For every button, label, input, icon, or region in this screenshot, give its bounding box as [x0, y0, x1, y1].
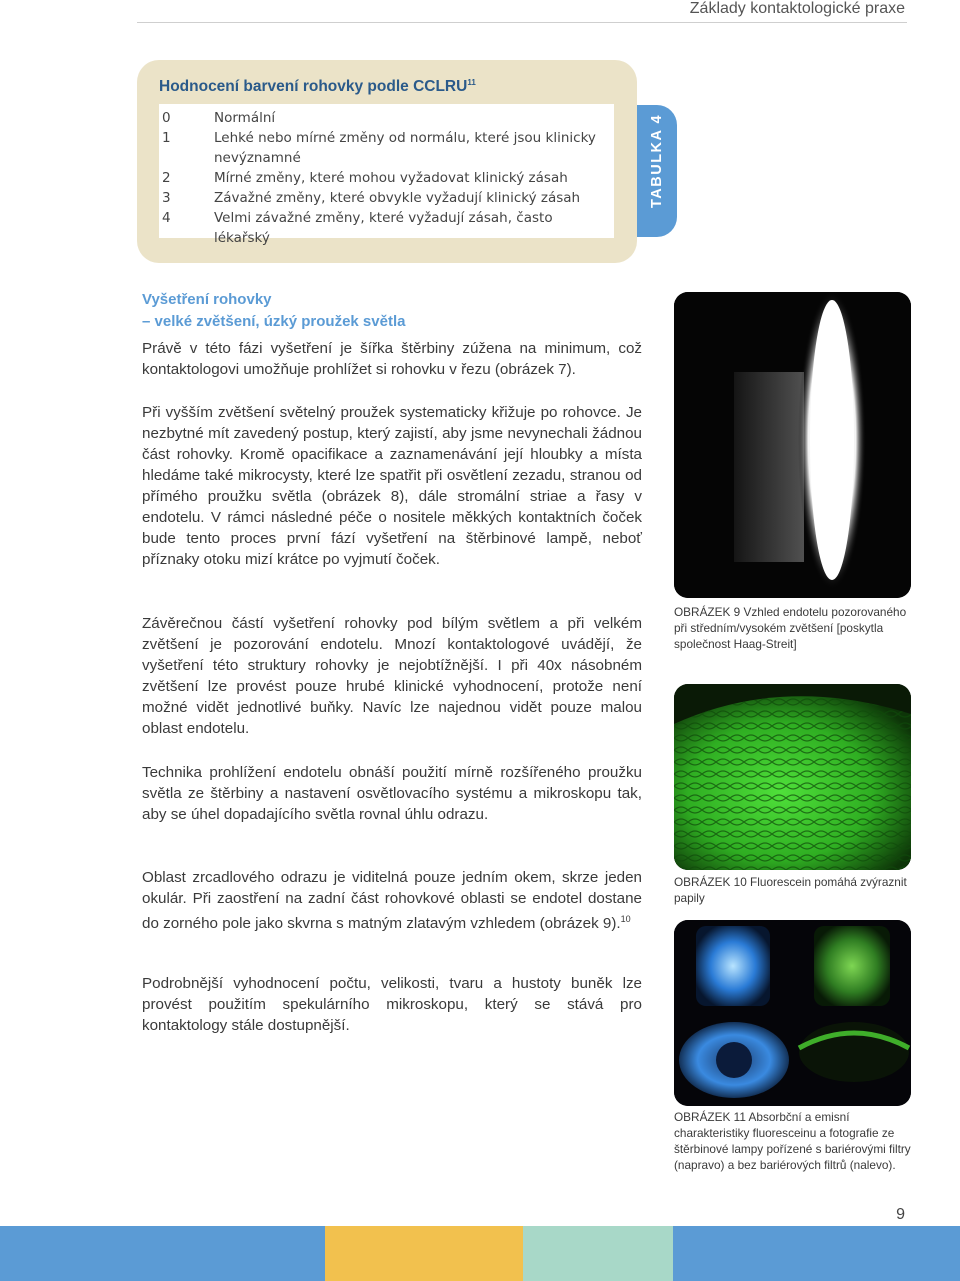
paragraph-6: Podrobnější vyhodnocení počtu, velikosti, tvaru a hustoty buněk lze provést použitím spekulárního mikroskopu, který se stává pro kontaktology stále dostupnější.	[142, 975, 642, 1034]
grade-description: Normální	[214, 110, 276, 126]
footer-band-blue	[0, 1226, 325, 1281]
figure-11-caption: OBRÁZEK 11 Absorbční a emisní charakteristiky fluoresceinu a fotografie ze štěrbinové lampy pořízené s bariérovými filtry (napravo) a bez bariérových filtrů (nalevo).	[674, 1110, 911, 1172]
paragraph-2: Při vyšším zvětšení světelný proužek systematicky křižuje po rohovce. Je nezbytné mít zavedený postup, který zajistí, aby jsme nevynechali žádnou část rohovky. Kromě opacifikace a zaznamenávání její hloubky a místa hledáme také mikrocysty, které lze spatřit při osvětlení zezadu, stranou od přímého proužku světla (obrázek 8), dále stromální striae a řasy v endotelu. V rámci následné péče o nositele měkkých kontaktních čoček bude tento proces první fází vyšetření na štěrbinové lampě, neboť příznaky otoku mizí krátce po vyjmutí čoček.	[142, 404, 642, 568]
footer-band-yellow	[325, 1226, 523, 1281]
figure-10-caption: OBRÁZEK 10 Fluorescein pomáhá zvýraznit papily	[674, 875, 907, 905]
paragraph-5: Oblast zrcadlového odrazu je viditelná pouze jedním okem, skrze jeden okulár. Při zaostření na zadní část rohovkové oblasti se endotel dostane do zorného pole jako skvrna s matným zlatavým vzhledem (obrázek 9).$^{10}$	[142, 869, 642, 933]
grade-number: 2	[162, 170, 171, 186]
table-4-box	[137, 60, 637, 263]
figure-10-image	[674, 684, 911, 870]
grade-description: Závažné změny, které obvykle vyžadují klinický zásah	[214, 190, 581, 206]
table-4-tab-label: TABULKA 4	[649, 113, 665, 208]
section-title: Vyšetření rohovky	[142, 291, 272, 308]
paragraph-1: Právě v této fázi vyšetření je šířka štěrbiny zúžena na minimum, což kontaktologovi umožňuje prohlížet si rohovku v řezu (obrázek 7).	[142, 340, 642, 378]
grade-number: 4	[162, 210, 171, 226]
grade-description: Velmi závažné změny, které vyžadují zásah, často lékařský	[214, 210, 553, 246]
grade-description: Lehké nebo mírné změny od normálu, které jsou klinicky	[214, 130, 596, 146]
grade-description: Mírné změny, které mohou vyžadovat klinický zásah	[214, 170, 568, 186]
page-number: 9	[896, 1206, 905, 1223]
footer-band-blue-right	[673, 1226, 960, 1281]
paragraph-3: Závěrečnou částí vyšetření rohovky pod bílým světlem a při velkém zvětšení je pozorování endotelu. Mnozí kontaktologové uvádějí, že vyšetření této struktury rohovky je nejobtížnější. I při 40x násobném zvětšení lze provést pouze hrubé klinické vyhodnocení, protože není možné vidět jednotlivé buňky. Navíc lze najednou vidět pouze malou oblast endotelu.	[142, 615, 642, 737]
footer-band-mint	[523, 1226, 673, 1281]
figure-9-image	[674, 292, 911, 598]
header-divider	[137, 22, 907, 23]
grade-number: 1	[162, 130, 171, 146]
figure-11-image	[674, 920, 911, 1106]
table-4-tab	[637, 105, 677, 237]
paragraph-4: Technika prohlížení endotelu obnáší použití mírně rozšířeného proužku světla ze štěrbiny a nastavení osvětlovacího systému a mikroskopu tak, aby se úhel dopadajícího světla rovnal úhlu odrazu.	[142, 764, 642, 823]
running-header: Základy kontaktologické praxe	[689, 0, 905, 17]
section-subtitle: – velké zvětšení, úzký proužek světla	[142, 313, 406, 330]
table-4-title: Hodnocení barvení rohovky podle CCLRU$^{11}$	[159, 78, 476, 96]
table-4-body	[159, 104, 614, 246]
grade-number: 3	[162, 190, 171, 206]
grade-description: nevýznamné	[214, 150, 301, 166]
figure-9-caption: OBRÁZEK 9 Vzhled endotelu pozorovaného při středním/vysokém zvětšení [poskytla společnost Haag-Streit]	[674, 605, 907, 651]
grade-number: 0	[162, 110, 171, 126]
